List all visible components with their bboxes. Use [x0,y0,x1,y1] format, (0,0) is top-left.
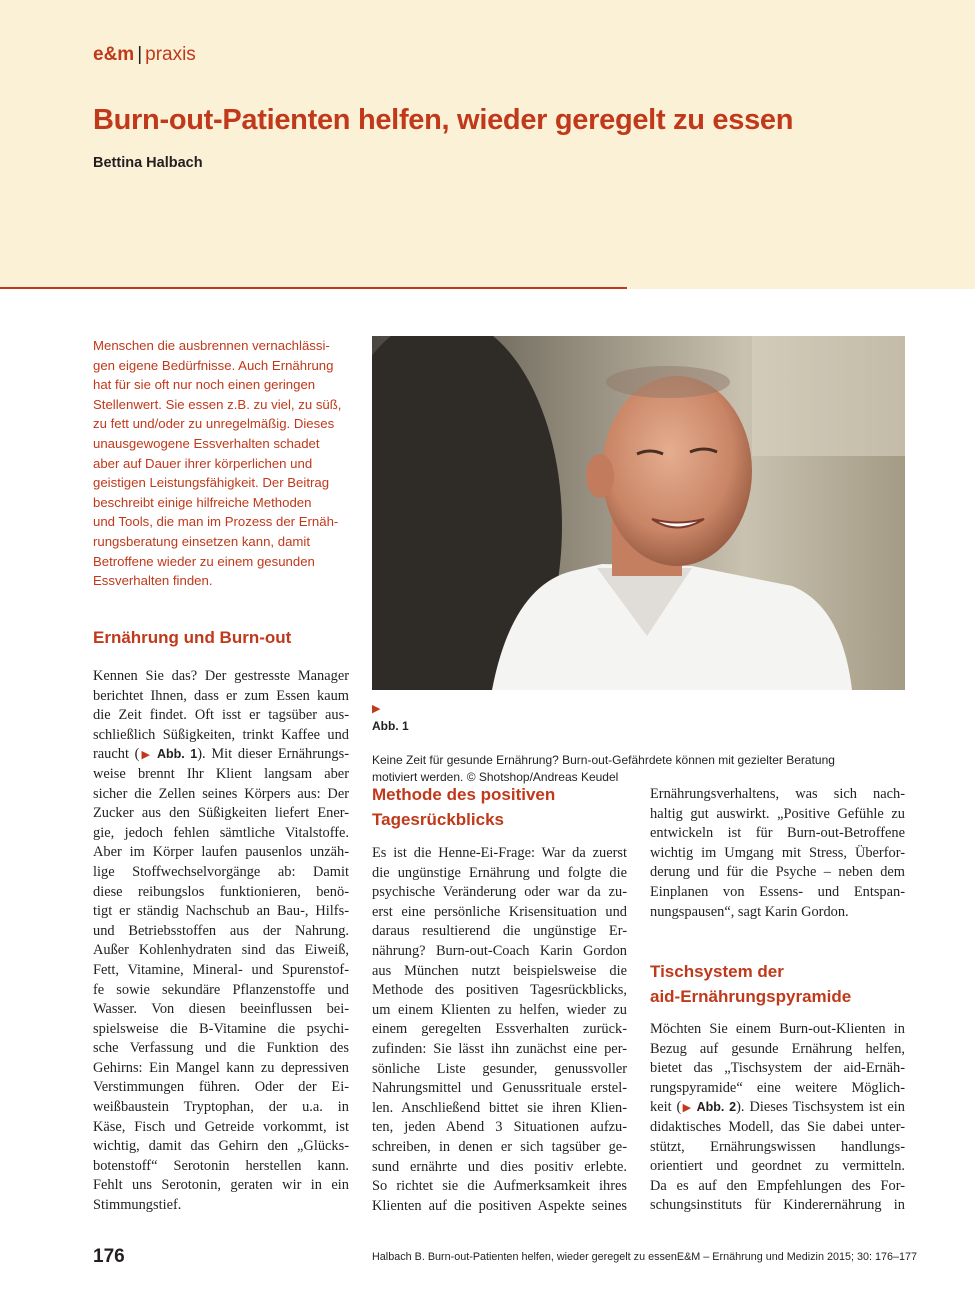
caption-label: Abb. 1 [372,719,409,733]
abstract-line: rungsberatung einsetzen kann, damit [93,533,311,549]
photo-man-smiling [372,336,905,690]
figure-ref-arrow-icon: ▶ [681,1102,697,1115]
body-line: aus München nutzt beispielsweise die [372,962,627,979]
abstract-line: beschreibt einige hilfreiche Methoden [93,494,312,510]
body-line: Es ist die Henne-Ei-Frage: War da zuerst [372,845,627,861]
heading-line: aid-Ernährungspyramide [650,987,852,1006]
body-line: weißbaustein Tryptophan, der u.a. in [93,1099,349,1116]
body-line-with-figure-ref: keit (▶ Abb. 2). Dieses Tischsystem ist ein [650,1099,905,1116]
body-line: weise brennt Ihr Klient langsam aber [93,765,349,782]
body-line: Kennen Sie das? Der gestresste Manager [93,668,349,684]
body-line: lige Stoffwechselvorgänge ab: Damit [93,863,349,880]
body-line: schungsinstituts für Kinderernährung in [650,1197,905,1214]
body-line: Zucker aus den Süßigkeiten liefert Ener- [93,805,349,822]
body-line: orientiert und geordnet zu vermitteln. [650,1158,905,1175]
heading-line: Methode des positiven [372,785,556,804]
abstract-line: gen eigene Bedürfnisse. Auch Ernährung [93,357,334,373]
article-author: Bettina Halbach [93,155,203,171]
abstract-line: unausgewogene Essverhalten schadet [93,435,320,451]
caption-line: ▶ Abb. 1 Keine Zeit für gesunde Ernährung? Burn-out-Gefährdete können mit gezielter Beratung [372,701,905,769]
heading-line: Tagesrückblicks [372,810,504,829]
body-line: So richtet sie die Aufmerksamkeit ihres [372,1178,627,1195]
body-line: Aber im Körper laufen pausenlos unzäh- [93,844,349,861]
body-line: len. Anschließend bittet sie ihren Klien- [372,1099,627,1116]
body-column-1 [93,667,349,1216]
body-line: erst eine persönliche Krisensituation und [372,903,627,920]
body-line: tigt er ständig Nachschub an Bau-, Hilfs- [93,903,349,920]
figure-ref-arrow-icon: ▶ [139,749,157,762]
header-rule [0,287,627,289]
article-title: Burn-out-Patienten helfen, wieder geregelt zu essen [93,104,794,136]
body-line: gie, jedoch fehlen sämtliche Vitalstoffe. [93,824,349,841]
body-line: zufinden: Sie lässt ihn zunächst eine per- [372,1040,627,1057]
body-line: botenstoff“ Serotonin herstellen kann. [93,1157,349,1174]
body-line: rungspyramide“ eine weitere Möglich- [650,1079,905,1096]
body-line: um einem Klienten zu helfen, wieder zu [372,1001,627,1018]
abstract-line: Menschen die ausbrennen vernachlässi- [93,338,330,353]
body-line: die Zeit findet. Oft isst er tagsüber aus- [93,707,349,724]
body-line: spielsweise die B-Vitamine die psychi- [93,1020,349,1037]
abstract-line: Stellenwert. Sie essen z.B. zu viel, zu süß, [93,396,342,412]
body-line: stützt, Ernährungswissen handlungs- [650,1138,905,1155]
page-number: 176 [93,1246,125,1267]
body-line: haltig gut auswirkt. „Positive Gefühle zu [650,805,905,822]
body-line: Käse, Fisch und Getreide vorkommt, ist [93,1118,349,1135]
figure-ref-abb1[interactable]: Abb. 1 [156,747,198,762]
journal-brand: e&m [93,44,135,65]
body-line: Ernährungsverhaltens, was sich nach- [650,786,905,802]
body-line: wichtig, damit das Gehirn den „Glücks- [93,1138,349,1155]
body-line: derung und für die Psyche – neben dem [650,864,905,881]
heading-line: Tischsystem der [650,962,784,981]
footer-journal-citation: E&M – Ernährung und Medizin 2015; 30: 176–177 [676,1251,918,1263]
body-line: psychische Veränderung oder war da zu- [372,884,627,901]
body-line: wichtig im Umgang mit Stress, Überfor- [650,844,905,861]
body-line: daraus resultierend die ungünstige Er- [372,923,627,940]
footer-citation [372,1251,918,1263]
body-line: Außer Kohlenhydraten sind das Eiweiß, [93,942,349,959]
body-line: Einplanen von Essens- und Entspan- [650,883,905,900]
body-line: nungspausen“, sagt Karin Gordon. [650,903,849,920]
body-line: Fett, Vitamine, Mineral- und Spurenstof- [93,961,349,978]
body-line: Verstimmungen führen. Oder der Ei- [93,1079,349,1096]
abstract [93,336,351,591]
abstract-line: hat für sie oft nur noch einen geringen [93,377,316,393]
body-line: Da es auf den Empfehlungen des For- [650,1177,905,1194]
abstract-line: Betroffene wieder zu einem gesunden [93,553,315,569]
body-line: einem geregelten Essverhalten zurück- [372,1021,627,1038]
body-line: Wasser. Von diesen beeinflussen bei- [93,1001,349,1018]
body-line: sund ernährte und dies positiv erlebte. [372,1158,627,1175]
heading-line: Ernährung und Burn-out [93,628,292,647]
body-line: sönliche Liste gesunder, genussvoller [372,1060,627,1077]
body-line: die ungünstige Ernährung und folgte die [372,864,627,881]
body-line: berichtet Ihnen, dass er zum Essen kaum [93,687,349,704]
body-line: didaktisches Modell, das Sie dabei unter- [650,1118,905,1135]
body-line: und Betriebsstoffen aus der Nahrung. [93,922,349,939]
journal-section-tag [93,44,196,66]
caption-arrow-icon: ▶ [372,703,381,715]
body-line: ten, jeden Abend 3 Situationen aufzu- [372,1119,627,1136]
body-line: diese reibungslos funktionieren, benö- [93,883,349,900]
body-column-3-top [650,785,905,922]
body-line: Klienten auf die positiven Aspekte seines [372,1197,627,1214]
body-line: Möchten Sie einem Burn-out-Klienten in [650,1021,905,1037]
body-line: schreiben, in denen er sich tagsüber ge- [372,1138,627,1155]
body-line: Nahrungsmittel und Genussrituale erstel- [372,1080,627,1097]
journal-section: praxis [145,44,196,65]
body-line: Fehlt uns Serotonin, geraten wir in ein [93,1177,349,1194]
body-line: bietet das „Tischsystem der aid-Ernäh- [650,1060,905,1077]
body-column-2 [372,844,627,1216]
tag-divider: | [137,44,143,65]
section-heading-ernaehrung [93,625,291,650]
body-line: Bezug auf gesunde Ernährung helfen, [650,1040,905,1057]
section-heading-tischsystem [650,959,851,1009]
abstract-line: Essverhalten finden. [93,573,213,589]
body-column-3-bottom [650,1020,905,1216]
figure-photo [372,336,905,690]
figure-ref-abb2[interactable]: Abb. 2 [696,1100,737,1115]
abstract-line: aber auf Dauer ihrer körperlichen und [93,455,313,471]
body-line: schließlich Süßigkeiten, trinkt Kaffee und [93,726,349,743]
footer-article-citation: Halbach B. Burn-out-Patienten helfen, wieder geregelt zu essen [372,1251,677,1263]
body-line: entwickeln ist für Burn-out-Betroffene [650,825,905,842]
abstract-line: und Tools, die man im Prozess der Ernäh- [93,514,339,530]
body-line: sche Verfassung und die Funktion des [93,1040,349,1057]
body-line: Methode des positiven Tagesrückblicks, [372,982,627,999]
body-line: fe sowie sekundäre Pflanzenstoffe und [93,981,349,998]
figure-caption [372,701,905,786]
body-line-with-figure-ref: raucht (▶ Abb. 1). Mit dieser Ernährungs- [93,746,349,763]
caption-line: motiviert werden. © Shotshop/Andreas Keudel [372,770,619,784]
abstract-line: zu fett und/oder zu unregelmäßig. Dieses [93,416,335,432]
body-line: Gehirns: Ein Mangel kann zu depressiven [93,1059,349,1076]
body-line: nährung? Burn-out-Coach Karin Gordon [372,942,627,959]
abstract-line: geistigen Leistungsfähigkeit. Der Beitrag [93,475,330,491]
body-line: Stimmungstief. [93,1197,182,1214]
section-heading-tagesrueckblick [372,782,555,832]
body-line: sicher die Zellen seines Körpers aus: Der [93,785,349,802]
